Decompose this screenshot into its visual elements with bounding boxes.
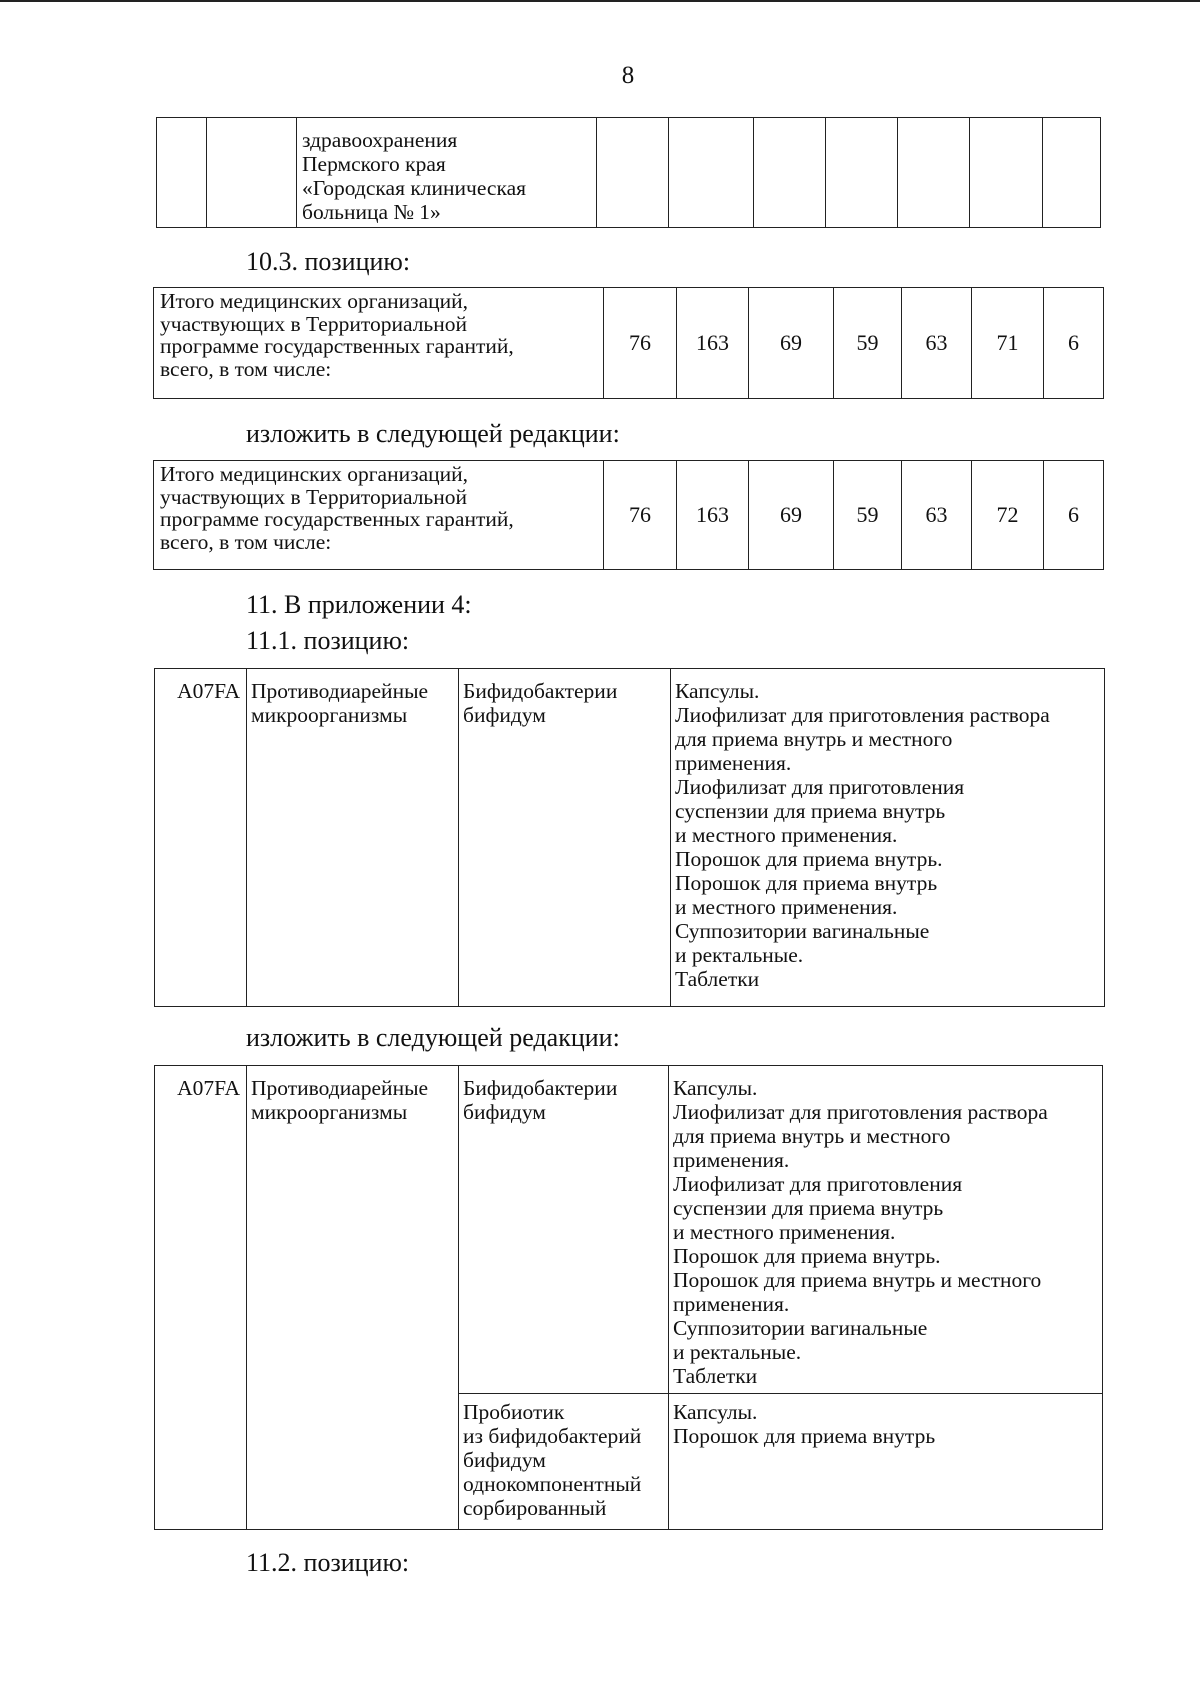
total-value: 69 <box>749 288 834 399</box>
table-cell <box>1043 118 1101 228</box>
drug-forms-2: Капсулы. Порошок для приема внутрь <box>669 1394 1103 1530</box>
drug-forms: Капсулы. Лиофилизат для приготовления раствора для приема внутрь и местного применения. Лиофилизат для приготовления суспензии для приема внутрь и местного применения. Порошок для приема внутрь. Порошок для приема внутрь и местного применения. Суппозитории вагинальные и ректальные. Таблетки <box>669 1066 1103 1394</box>
heading-11-1: 11.1. позицию: <box>246 626 410 655</box>
drug-name: Бифидобактерии бифидум <box>459 669 671 1007</box>
total-label: Итого медицинских организаций, участвующих в Территориальной программе государственных гарантий, всего, в том числе: <box>154 288 604 399</box>
table-cell <box>597 118 669 228</box>
table-cell <box>207 118 297 228</box>
total-value: 71 <box>972 288 1044 399</box>
total-value: 69 <box>749 461 834 570</box>
drug-table-new <box>154 1065 1103 1530</box>
drug-forms: Капсулы. Лиофилизат для приготовления раствора для приема внутрь и местного применения. Лиофилизат для приготовления суспензии для приема внутрь и местного применения. Порошок для приема внутрь. Порошок для приема внутрь и местного применения. Суппозитории вагинальные и ректальные. Таблетки <box>671 669 1105 1007</box>
atc-code: A07FA <box>155 669 247 1007</box>
total-value: 59 <box>834 461 902 570</box>
total-table-old <box>153 287 1104 399</box>
table-cell <box>157 118 207 228</box>
total-value: 63 <box>902 461 972 570</box>
heading-11: 11. В приложении 4: <box>246 590 472 619</box>
total-value: 76 <box>604 288 677 399</box>
total-value: 6 <box>1044 288 1104 399</box>
heading-replace-2: изложить в следующей редакции: <box>246 1023 620 1052</box>
page-top-border <box>0 0 1200 2</box>
table-cell <box>826 118 898 228</box>
hospital-name: здравоохранения Пермского края «Городская клиническая больница № 1» <box>297 118 597 228</box>
heading-10-3: 10.3. позицию: <box>246 247 411 276</box>
total-value: 163 <box>677 288 749 399</box>
heading-replace-1: изложить в следующей редакции: <box>246 419 620 448</box>
table-cell <box>898 118 970 228</box>
table-cell <box>669 118 754 228</box>
drug-table-old <box>154 668 1105 1007</box>
total-label: Итого медицинских организаций, участвующих в Территориальной программе государственных гарантий, всего, в том числе: <box>154 461 604 570</box>
table-cell <box>970 118 1043 228</box>
drug-group: Противодиарейные микроорганизмы <box>247 1066 459 1530</box>
total-value: 63 <box>902 288 972 399</box>
total-value: 59 <box>834 288 902 399</box>
total-value: 6 <box>1044 461 1104 570</box>
total-value: 163 <box>677 461 749 570</box>
table-cell <box>754 118 826 228</box>
page-number: 8 <box>621 62 635 89</box>
hospital-table <box>156 117 1101 228</box>
drug-group: Противодиарейные микроорганизмы <box>247 669 459 1007</box>
drug-name-2: Пробиотик из бифидобактерий бифидум однокомпонентный сорбированный <box>459 1394 669 1530</box>
total-value: 76 <box>604 461 677 570</box>
heading-11-2: 11.2. позицию: <box>246 1548 410 1577</box>
drug-name: Бифидобактерии бифидум <box>459 1066 669 1394</box>
atc-code: A07FA <box>155 1066 247 1530</box>
total-value: 72 <box>972 461 1044 570</box>
total-table-new <box>153 460 1104 570</box>
